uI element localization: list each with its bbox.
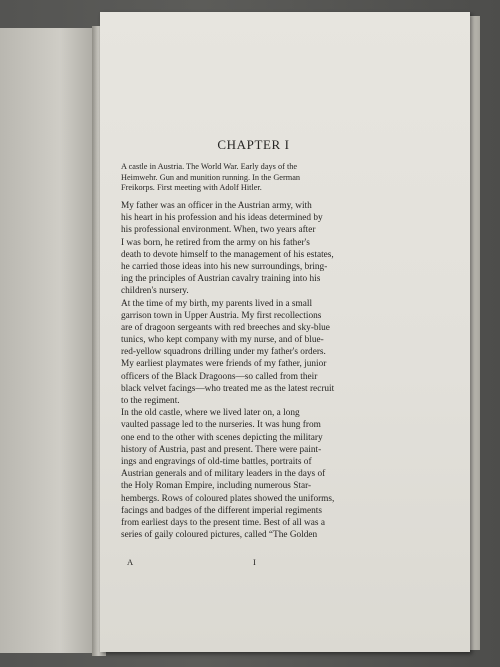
text-line: In the old castle, where we lived later on, a long: [121, 408, 300, 419]
synopsis-line: Heimwehr. Gun and munition running. In the German: [121, 172, 301, 182]
text-line: facings and badges of the different imperial regiments: [121, 505, 322, 516]
text-line: Austrian generals and of military leaders in the days of: [121, 469, 326, 480]
text-line: children's nursery.: [121, 286, 189, 297]
signature-mark: A: [127, 557, 134, 567]
chapter-title: CHAPTER I: [217, 137, 290, 152]
text-line: his heart in his profession and his ideas determined by: [121, 213, 323, 224]
text-line: ing the principles of Austrian cavalry training into his: [121, 274, 321, 285]
page-edges: [470, 16, 480, 650]
text-line: tunics, who kept company with my nurse, and of blue-: [121, 335, 324, 346]
text-line: My earliest playmates were friends of my father, junior: [121, 359, 327, 370]
text-line: At the time of my birth, my parents lived in a small: [121, 298, 313, 309]
text-line: he carried those ideas into his new surroundings, bring-: [121, 261, 328, 272]
text-line: vaulted passage led to the nurseries. It was hung from: [121, 420, 321, 431]
text-line: one end to the other with scenes depicting the military: [121, 432, 323, 443]
body-text: [121, 200, 386, 541]
text-line: series of gaily coloured pictures, called “The Golden: [121, 530, 318, 541]
text-line: black velvet facings—who treated me as the latest recruit: [121, 383, 335, 394]
text-line: I was born, he retired from the army on his father's: [121, 237, 310, 248]
synopsis-line: Freikorps. First meeting with Adolf Hitler.: [121, 183, 262, 193]
text-line: from earliest days to the present time. Best of all was a: [121, 517, 325, 528]
text-line: his professional environment. When, two years after: [121, 225, 316, 236]
text-line: death to devote himself to the management of his estates,: [121, 249, 334, 260]
text-line: to the regiment.: [121, 396, 180, 406]
text-line: ings and engravings of old-time battles, portraits of: [121, 456, 312, 467]
book-page: [100, 12, 470, 652]
text-line: red-yellow squadrons drilling under my father's orders.: [121, 347, 326, 358]
text-line: the Holy Roman Empire, including numerous Star-: [121, 481, 312, 492]
facing-page: [0, 28, 100, 653]
page-number: I: [253, 557, 256, 567]
text-line: My father was an officer in the Austrian army, with: [121, 201, 312, 211]
text-line: hembergs. Rows of coloured plates showed the uniforms,: [121, 493, 335, 504]
text-line: garrison town in Upper Austria. My first recollections: [121, 310, 322, 321]
text-line: history of Austria, past and present. There were paint-: [121, 444, 322, 455]
text-line: officers of the Black Dragoons—so called from their: [121, 371, 318, 382]
text-line: are of dragoon sergeants with red breeches and sky-blue: [121, 322, 330, 333]
synopsis-line: A castle in Austria. The World War. Early days of the: [121, 162, 298, 171]
chapter-synopsis: [121, 162, 386, 194]
